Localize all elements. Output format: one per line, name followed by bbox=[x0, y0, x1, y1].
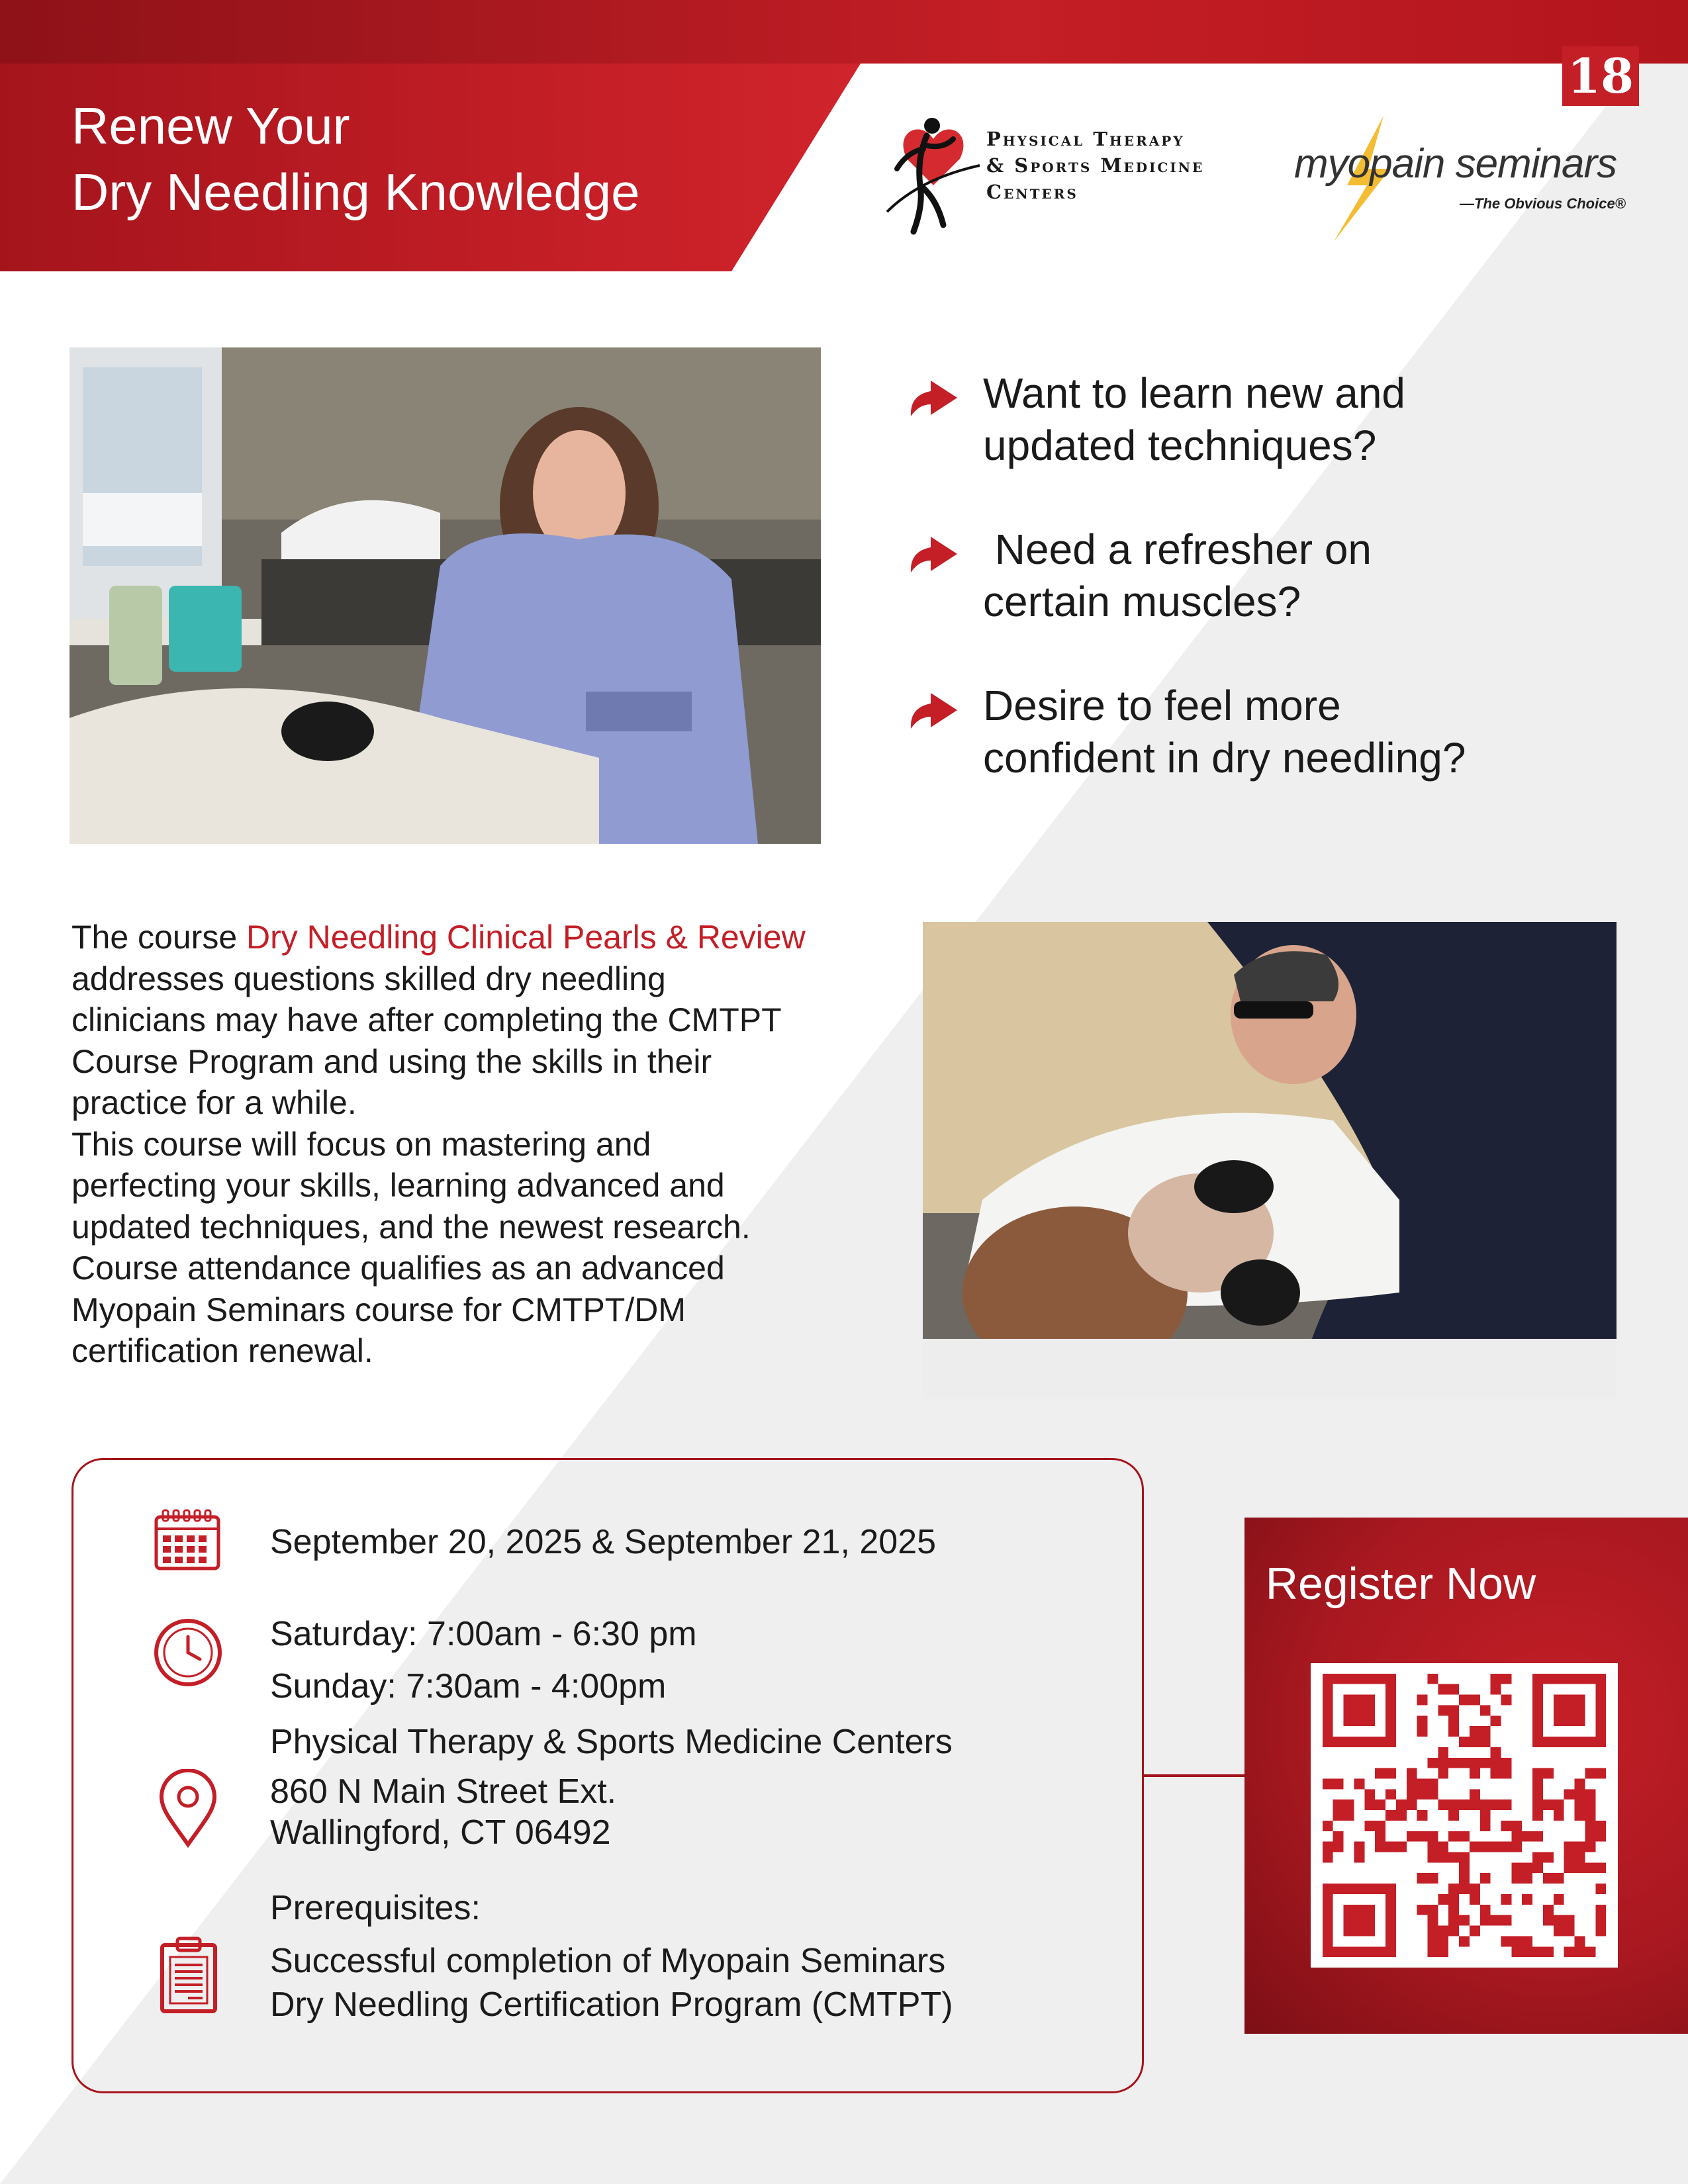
hours-line: Saturday: 7:00am - 6:30 pm bbox=[270, 1615, 697, 1653]
registration-qr-code[interactable] bbox=[1311, 1663, 1618, 1968]
clipboard-icon bbox=[159, 1936, 218, 2014]
register-panel[interactable] bbox=[1244, 1518, 1688, 2034]
prerequisites-label: Prerequisites: bbox=[270, 1889, 481, 1927]
bullet-item bbox=[907, 523, 1569, 628]
bullet-line: confident in dry needling? bbox=[983, 734, 1466, 782]
description-line: Myopain Seminars course for CMTPT/DM bbox=[71, 1291, 686, 1328]
clock-icon bbox=[152, 1617, 224, 1688]
bullet-line: Want to learn new and bbox=[983, 369, 1405, 417]
event-details-box bbox=[71, 1458, 1144, 2093]
red-arrow-icon bbox=[907, 375, 960, 422]
description-line: certification renewal. bbox=[71, 1332, 373, 1369]
page-number-badge: 18 bbox=[1562, 46, 1639, 106]
hero-title bbox=[71, 93, 800, 225]
location-line: Physical Therapy & Sports Medicine Centers bbox=[270, 1723, 953, 1761]
course-name: Dry Needling Clinical Pearls & Review bbox=[246, 919, 806, 956]
hours-line: Sunday: 7:30am - 4:00pm bbox=[270, 1667, 667, 1706]
runner-heart-icon bbox=[880, 113, 986, 245]
description-prefix: The course bbox=[71, 919, 247, 956]
description-first-line bbox=[71, 917, 899, 958]
prerequisites-line: Successful completion of Myopain Seminars bbox=[270, 1942, 946, 1980]
description-line: Course Program and using the skills in their bbox=[71, 1042, 712, 1080]
location-line: Wallingford, CT 06492 bbox=[270, 1813, 611, 1852]
description-line: Course attendance qualifies as an advanced bbox=[71, 1250, 725, 1287]
description-line: This course will focus on mastering and bbox=[71, 1125, 651, 1163]
question-bullets bbox=[907, 367, 1569, 836]
therapist-photo bbox=[70, 347, 821, 844]
ptsmc-logo-text bbox=[986, 126, 1271, 205]
bullet-line: certain muscles? bbox=[983, 578, 1301, 625]
connector-line bbox=[1144, 1774, 1244, 1777]
myopain-logo bbox=[1294, 113, 1638, 245]
description-line: clinicians may have after completing the CMTPT bbox=[71, 1001, 782, 1038]
ptsmc-logo bbox=[880, 113, 1264, 245]
red-arrow-icon bbox=[907, 531, 960, 578]
qr-code-icon bbox=[1311, 1663, 1618, 1968]
description-line: perfecting your skills, learning advanced and bbox=[71, 1167, 725, 1204]
location-line: 860 N Main Street Ext. bbox=[270, 1772, 617, 1811]
treatment-photo bbox=[923, 922, 1617, 1398]
myopain-tagline: —The Obvious Choice® bbox=[1460, 195, 1626, 212]
ptsmc-logo-line: Physical Therapy bbox=[986, 128, 1185, 150]
event-dates-text: September 20, 2025 & September 21, 2025 bbox=[270, 1523, 937, 1561]
map-pin-icon bbox=[158, 1769, 218, 1848]
prerequisites-line: Dry Needling Certification Program (CMTPT) bbox=[270, 1985, 953, 2024]
description-line: addresses questions skilled dry needling bbox=[71, 960, 666, 997]
hero-title-line-2: Dry Needling Knowledge bbox=[71, 163, 640, 221]
hero-title-line-1: Renew Your bbox=[71, 97, 350, 155]
bullet-item bbox=[907, 680, 1569, 784]
red-arrow-icon bbox=[907, 688, 960, 734]
course-description bbox=[71, 917, 899, 1372]
ptsmc-logo-line: Centers bbox=[986, 181, 1078, 203]
register-now-title[interactable]: Register Now bbox=[1265, 1559, 1536, 1609]
ptsmc-logo-line: & Sports Medicine bbox=[986, 154, 1205, 177]
top-banner-strip bbox=[0, 0, 1688, 64]
description-line: practice for a while. bbox=[71, 1084, 357, 1121]
bullet-line: updated techniques? bbox=[983, 422, 1377, 469]
myopain-logo-name: myopain seminars bbox=[1294, 141, 1617, 187]
description-line: updated techniques, and the newest research. bbox=[71, 1208, 751, 1246]
bullet-line: Desire to feel more bbox=[983, 682, 1341, 729]
calendar-icon bbox=[154, 1508, 221, 1571]
bullet-item bbox=[907, 367, 1569, 472]
bullet-line: Need a refresher on bbox=[983, 525, 1372, 573]
